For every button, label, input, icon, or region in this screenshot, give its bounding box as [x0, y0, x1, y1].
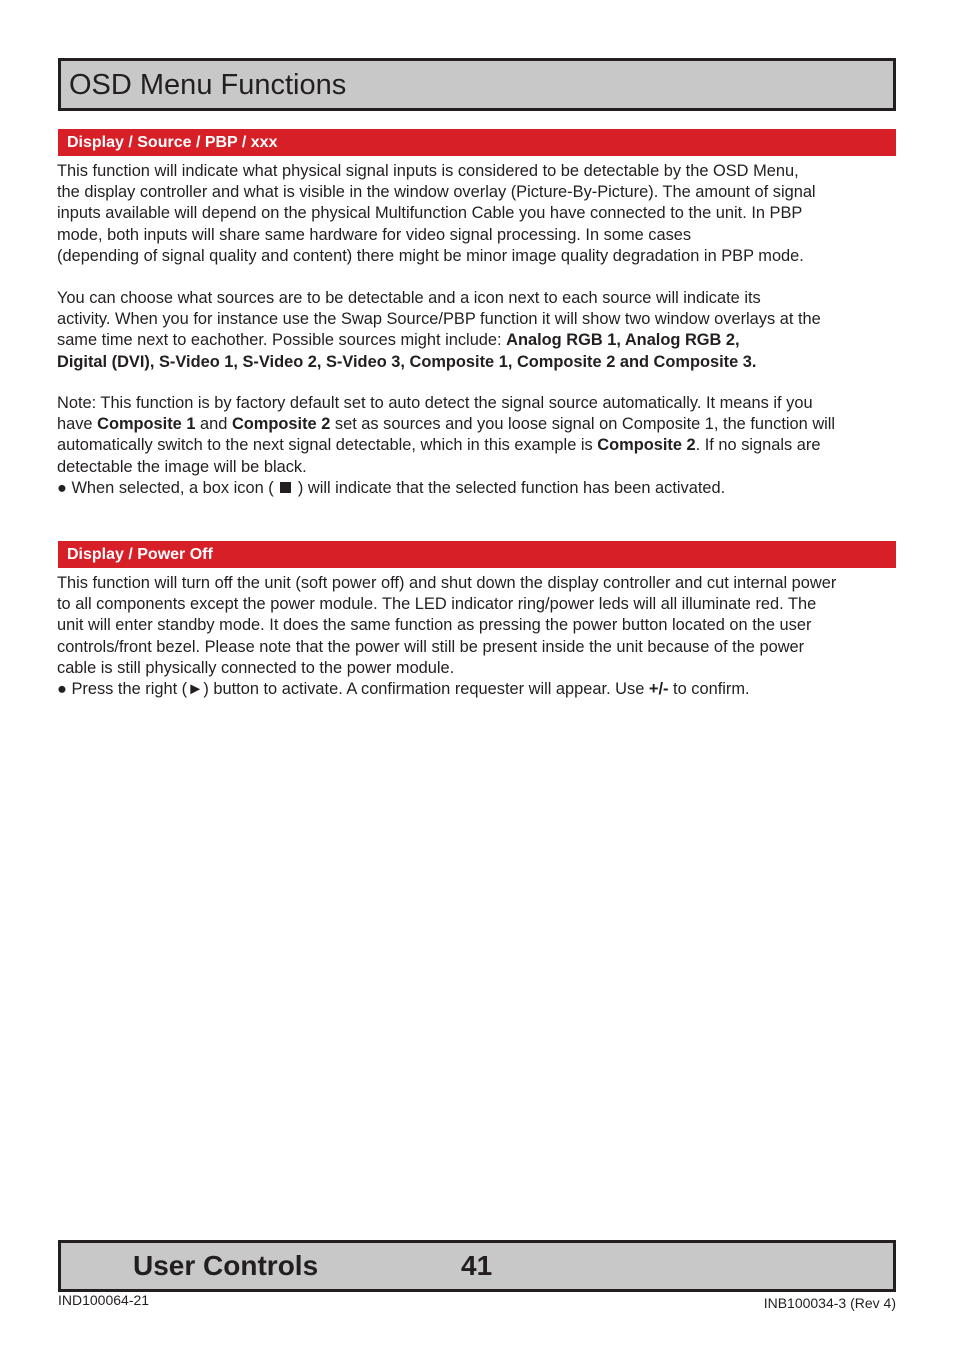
text-line: Note: This function is by factory default set to auto detect the signal source automatically. It means if you — [57, 394, 813, 412]
text-run: to confirm. — [668, 680, 750, 699]
source-list-bold: Digital (DVI), S-Video 1, S-Video 2, S-Video 3, Composite 1, Composite 2 and Composite 3. — [57, 352, 757, 371]
power-off-description — [57, 573, 902, 700]
text-line: detectable the image will be black. — [57, 457, 307, 476]
text-run: ) will indicate that the selected function has been activated. — [297, 478, 726, 497]
section-heading-power-off — [58, 541, 896, 568]
bullet-line — [57, 679, 902, 700]
text-line: (depending of signal quality and content) there might be minor image quality degradation in PBP mode. — [57, 246, 804, 265]
page-footer — [58, 1240, 896, 1292]
section-heading-text: Display / Source / PBP / xxx — [67, 134, 278, 151]
page-number: 41 — [461, 1250, 493, 1281]
text-line: activity. When you for instance use the Swap Source/PBP function it will show two window overlays at the — [57, 310, 821, 329]
text-run: have — [57, 415, 98, 434]
plus-minus-bold: +/- — [648, 680, 669, 699]
composite-2-bold: Composite 2 — [597, 436, 696, 455]
text-line: inputs available will depend on the physical Multifunction Cable you have connected to the unit. In PBP — [57, 204, 803, 223]
page-title: OSD Menu Functions — [69, 69, 347, 101]
text-run: set as sources and you loose signal on Composite 1, the function will — [330, 415, 836, 434]
text-line: cable is still physically connected to the power module. — [57, 658, 455, 677]
document-id-right: INB100034-3 (Rev 4) — [763, 1295, 896, 1311]
bullet-line — [57, 478, 902, 499]
section-heading-text: Display / Power Off — [67, 546, 213, 563]
text-line: controls/front bezel. Please note that the power will still be present inside the unit because of the power — [57, 637, 805, 656]
page-header — [58, 58, 896, 111]
text-line: This function will indicate what physical signal inputs is considered to be detectable by the OSD Menu, — [57, 162, 799, 180]
source-list-bold: Analog RGB 1, Analog RGB 2, — [506, 331, 740, 350]
text-line: the display controller and what is visible in the window overlay (Picture-By-Picture). The amount of signal — [57, 183, 816, 202]
text-line: unit will enter standby mode. It does the same function as pressing the power button located on the user — [57, 616, 812, 635]
text-line: This function will turn off the unit (soft power off) and shut down the display controller and cut internal power — [57, 574, 837, 592]
text-line: mode, both inputs will share same hardware for video signal processing. In some cases — [57, 225, 692, 244]
text-run: automatically switch to the next signal detectable, which in this example is — [57, 436, 598, 455]
text-run: . If no signals are — [695, 436, 821, 455]
text-line — [57, 330, 902, 351]
footer-title: User Controls — [133, 1250, 319, 1281]
composite-2-bold: Composite 2 — [231, 415, 331, 434]
text-run: same time next to eachother. Possible sources might include: — [57, 331, 507, 350]
text-run: and — [195, 415, 232, 434]
note-paragraph — [57, 393, 902, 499]
source-pbp-description — [57, 161, 902, 267]
text-line: to all components except the power module. The LED indicator ring/power leds will all illuminate red. The — [57, 595, 817, 614]
composite-1-bold: Composite 1 — [97, 415, 196, 434]
section-heading-source-pbp — [58, 129, 896, 156]
text-line — [57, 435, 902, 456]
text-run: ● Press the right (►) button to activate. A confirmation requester will appear. Use — [57, 680, 649, 699]
box-icon — [280, 482, 291, 493]
source-options-paragraph — [57, 288, 902, 373]
document-id-left: IND100064-21 — [58, 1292, 150, 1308]
text-run: ● When selected, a box icon ( — [57, 478, 274, 497]
text-line — [57, 414, 902, 435]
text-line: You can choose what sources are to be detectable and a icon next to each source will indicate its — [57, 289, 761, 307]
